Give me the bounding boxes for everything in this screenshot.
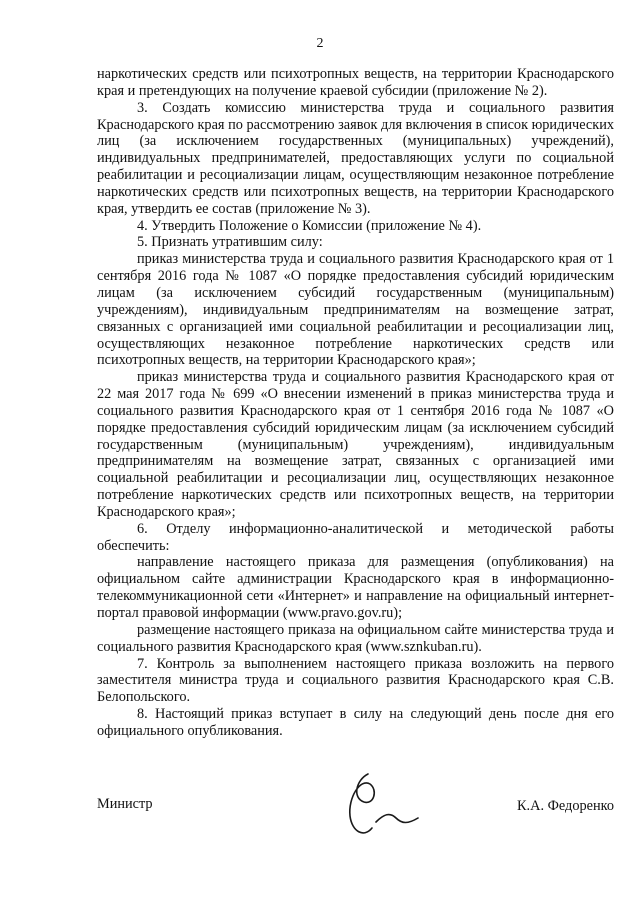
handwritten-signature — [334, 768, 424, 846]
paragraph-publication-direction: направление настоящего приказа для размещения (опубликования) на официальном сайте администрации Краснодарского края в информационно-телекоммуникационной сети «Интернет» и направление на официальный интернет-портал правовой информации (www.pravo.gov.ru); — [97, 554, 614, 621]
signatory-name: К.А. Федоренко — [517, 798, 614, 814]
paragraph-item-3: 3. Создать комиссию министерства труда и социального развития Краснодарского края по рассмотрению заявок для включения в список юридических лиц (за исключением государственных (муниципальных) учреждений), индивидуальных предпринимателей, предоставляющих услуги по социальной реабилитации и ресоциализации лицам, осуществляющим незаконное потребление наркотических средств или психотропных веществ, на территории Краснодарского края, утвердить ее состав (приложение № 3). — [97, 99, 614, 217]
paragraph-item-7: 7. Контроль за выполнением настоящего приказа возложить на первого заместителя министра труда и социального развития Краснодарского края С.В. Белопольского. — [97, 655, 614, 706]
paragraph-item-8: 8. Настоящий приказ вступает в силу на следующий день после дня его официального опубликования. — [97, 706, 614, 739]
paragraph-repealed-order-2: приказ министерства труда и социального развития Краснодарского края от 22 мая 2017 года № 699 «О внесении изменений в приказ министерства труда и социального развития Краснодарского края от 1 сентября 2016 года № 1087 «О порядке предоставления субсидий юридическим лицам (за исключением субсидий государственным (муниципальным) учреждениям), индивидуальным предпринимателям на возмещение затрат, связанных с организацией ими социальной реабилитации и ресоциализации лиц, осуществляющих незаконное потребление наркотических средств или психотропных веществ, на территории Краснодарского края»; — [97, 369, 614, 520]
paragraph-item-5: 5. Признать утратившим силу: — [137, 234, 323, 251]
paragraph-continuation: наркотических средств или психотропных веществ, на территории Краснодарского края и претендующих на получение краевой субсидии (приложение № 2). — [97, 66, 614, 99]
paragraph-repealed-order-1: приказ министерства труда и социального развития Краснодарского края от 1 сентября 2016 года № 1087 «О порядке предоставления субсидий юридическим лицам (за исключением субсидий государственным (муниципальным) учреждениям), индивидуальным предпринимателям на возмещение затрат, связанных с организацией ими социальной реабилитации и ресоциализации лиц, осуществляющих незаконное потребление наркотических средств или психотропных веществ, на территории Краснодарского края»; — [97, 251, 614, 369]
signature-block — [97, 768, 614, 858]
paragraph-item-6: 6. Отделу информационно-аналитической и методической работы обеспечить: — [97, 520, 614, 554]
signatory-title: Министр — [97, 796, 153, 812]
paragraph-publication-placement: размещение настоящего приказа на официальном сайте министерства труда и социального развития Краснодарского края (www.sznkuban.ru). — [97, 621, 614, 655]
page-number: 2 — [316, 36, 324, 51]
paragraph-item-4: 4. Утвердить Положение о Комиссии (приложение № 4). — [137, 217, 482, 234]
document-body — [97, 66, 614, 740]
